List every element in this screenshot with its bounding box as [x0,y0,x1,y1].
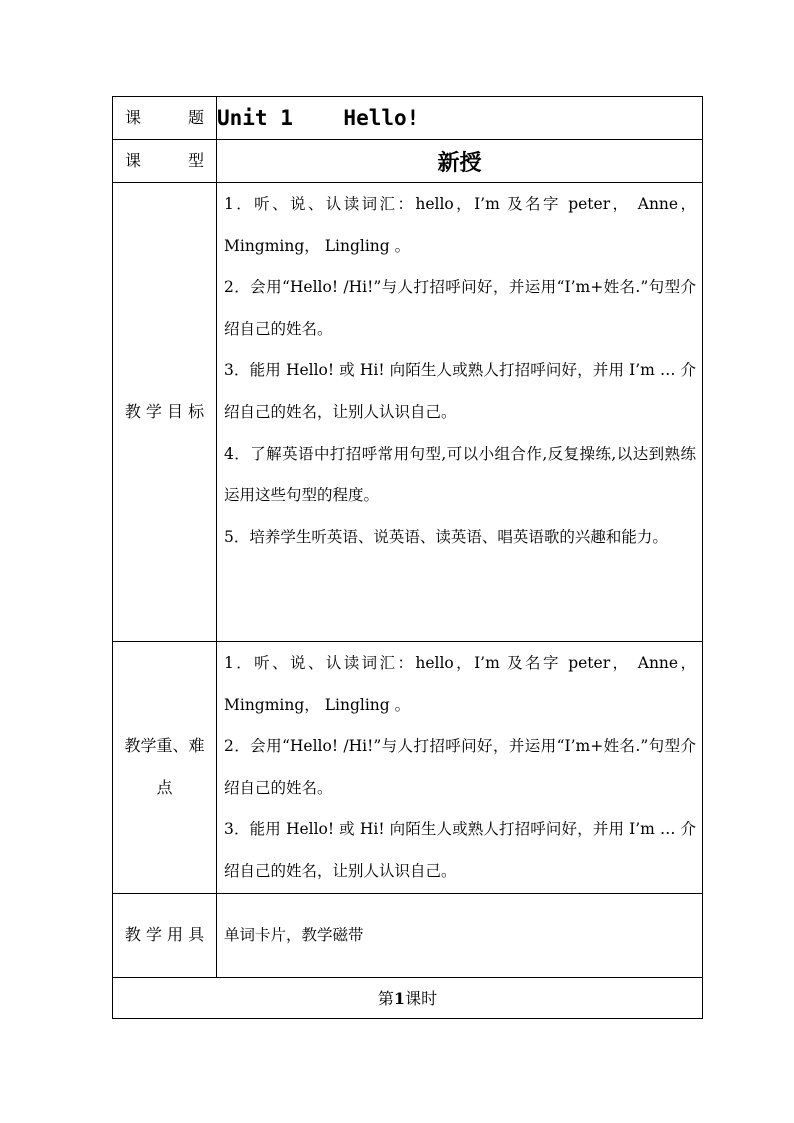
period-cell [113,977,703,1018]
objective-item-4: 4．了解英语中打招呼常用句型,可以小组合作,反复操练,以达到熟练运用这些句型的程度。 [224,444,696,505]
key-points-content-cell [217,642,703,894]
tools-value: 单词卡片，教学磁带 [224,926,364,945]
tools-row [113,893,703,977]
type-label-cell [113,140,217,183]
topic-value: Unit 1 Hello! [217,97,703,140]
objective-item-2: 2．会用“Hello! /Hi!”与人打招呼问好，并运用“I’m+姓名.”句型介绍自己的姓名。 [224,278,696,338]
key-points-list [217,642,702,893]
objectives-row [113,183,703,642]
tools-label: 教 学 用 具 [124,925,205,945]
key-points-label: 教学重、难点 [124,736,205,798]
topic-label-char-1: 课 [125,108,142,127]
topic-row [113,97,703,140]
period-number: 1 [393,989,406,1009]
period-row [113,977,703,1018]
objectives-label: 教 学 目 标 [124,402,205,421]
key-point-item-2: 2．会用“Hello! /Hi!”与人打招呼问好，并运用“I’m+姓名.”句型介绍自己的姓名。 [224,737,696,797]
key-point-item-3: 3．能用 Hello! 或 Hi! 向陌生人或熟人打招呼问好，并用 I’m … 介绍自己的姓名，让别人认识自己。 [224,820,696,880]
objectives-label-cell [113,183,217,642]
objective-item-5: 5．培养学生听英语、说英语、读英语、唱英语歌的兴趣和能力。 [224,527,668,546]
lesson-plan-table [112,96,703,1019]
period-prefix: 第 [377,989,394,1009]
objectives-list [217,183,702,558]
type-row [113,140,703,183]
tools-label-cell [113,893,217,977]
key-points-row [113,642,703,894]
type-value: 新授 [217,140,703,183]
type-label-char-1: 课 [125,151,142,170]
key-point-item-1: 1．听、说、认读词汇：hello，I’m 及名字 peter， Anne， Mingming， Lingling 。 [224,654,696,714]
topic-label-cell [113,97,217,140]
key-points-label-cell [113,642,217,894]
period-suffix: 课时 [405,989,438,1009]
objective-item-3: 3．能用 Hello! 或 Hi! 向陌生人或熟人打招呼问好，并用 I’m … 介绍自己的姓名，让别人认识自己。 [224,361,696,421]
topic-label-char-2: 题 [187,108,204,127]
type-label-char-2: 型 [187,151,204,170]
objectives-content-cell [217,183,703,642]
tools-content-cell [217,893,703,977]
objective-item-1: 1．听、说、认读词汇：hello，I’m 及名字 peter， Anne， Mingming， Lingling 。 [224,195,696,255]
